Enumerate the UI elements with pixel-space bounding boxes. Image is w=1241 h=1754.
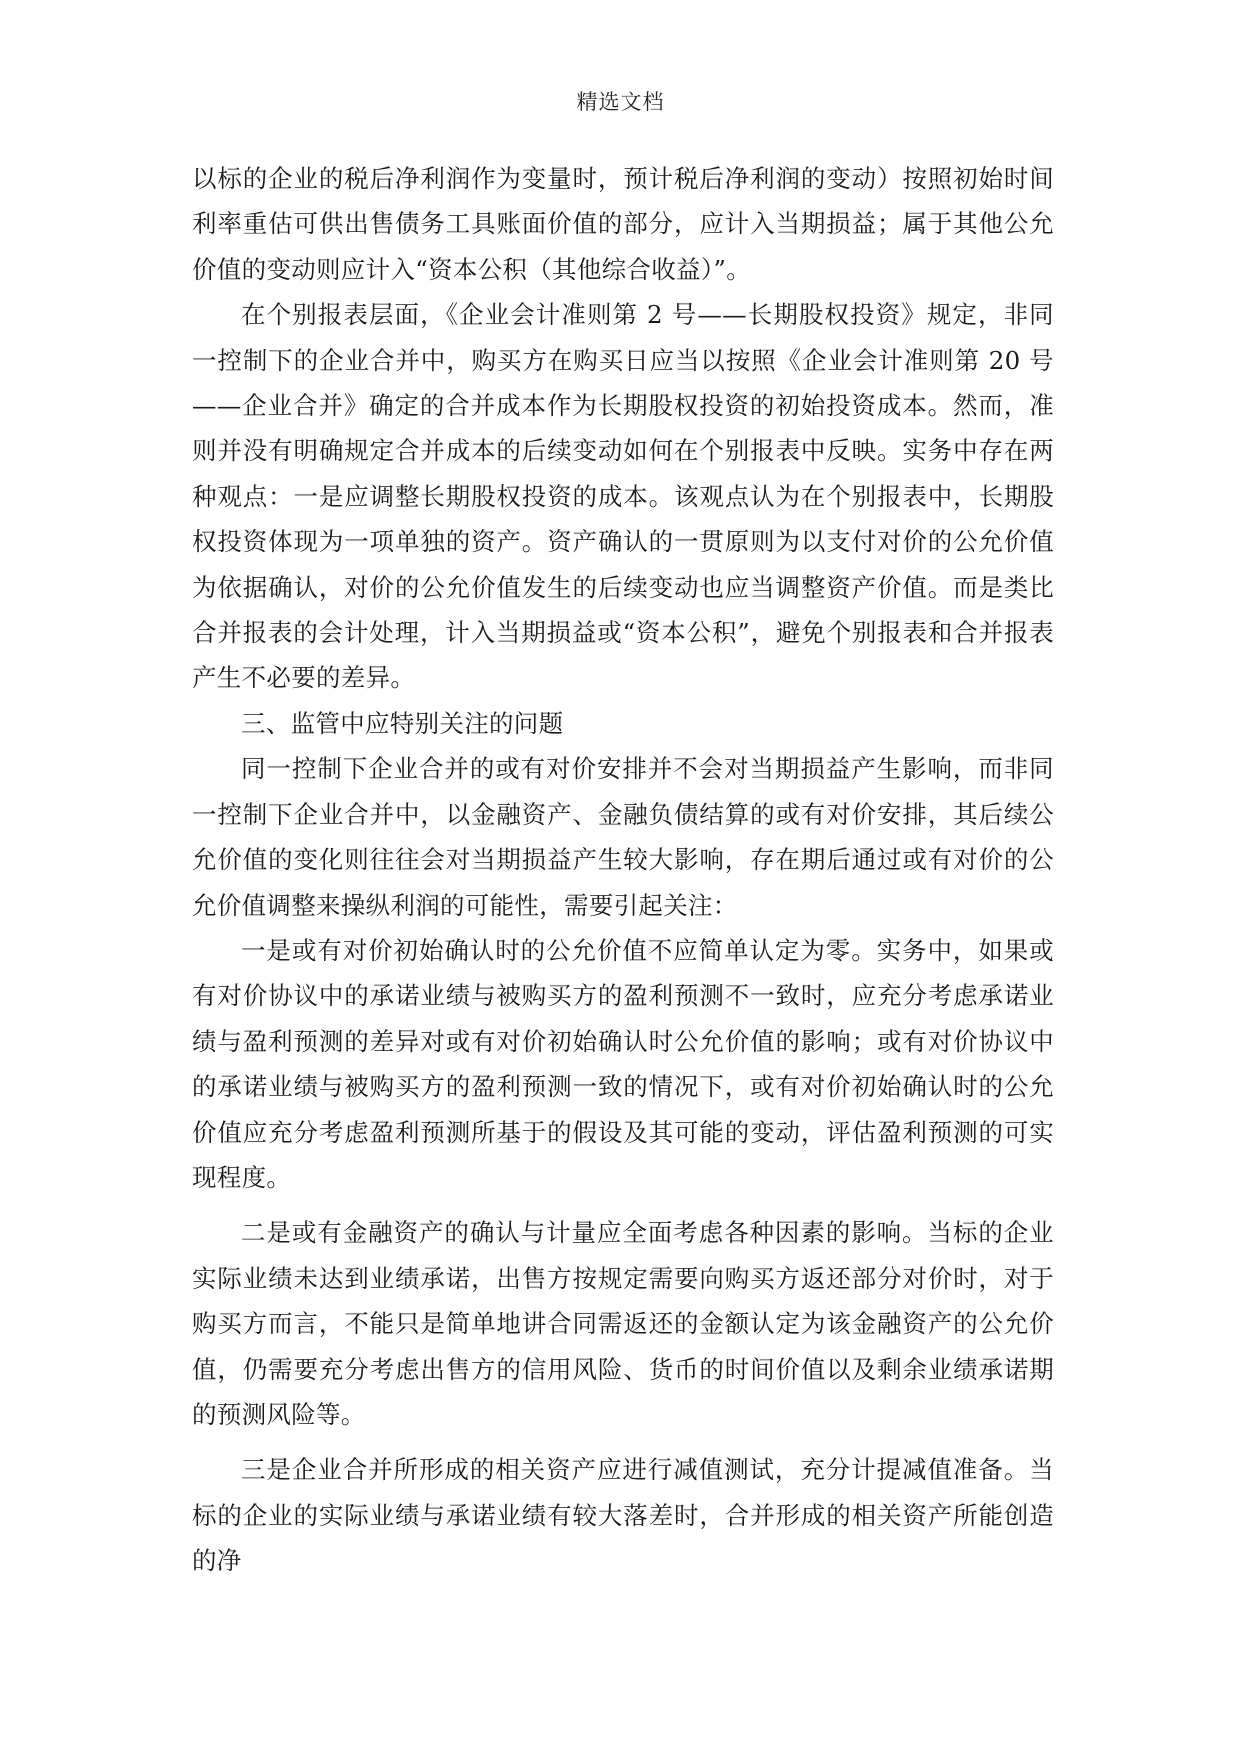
paragraph-point-three: 三是企业合并所形成的相关资产应进行减值测试，充分计提减值准备。当标的企业的实际业绩与承诺业绩有较大落差时，合并形成的相关资产所能创造的净: [192, 1455, 1054, 1576]
section-heading: 三、监管中应特别关注的问题: [241, 708, 564, 738]
paragraph-continuation: 以标的企业的税后净利润作为变量时，预计税后净利润的变动）按照初始时间利率重估可供出售债务工具账面价值的部分，应计入当期损益；属于其他公允价值的变动则应计入“资本公积（其他综合收益）”。: [192, 164, 1054, 284]
page-header: 精选文档: [576, 90, 665, 114]
paragraph-individual-statements: 在个别报表层面，《企业会计准则第 2 号——长期股权投资》规定，非同一控制下的企业合并中，购买方在购买日应当以按照《企业会计准则第 20 号——企业合并》确定的合并成本作为长期股权投资的初始投资成本。然而，准则并没有明确规定合并成本的后续变动如何在个别报表中反映。实务中存在两种观点：一是应调整长期股权投资的成本。该观点认为在个别报表中，长期股权投资体现为一项单独的资产。资产确认的一贯原则为以支付对价的公允价值为依据确认，对价的公允价值发生的后续变动也应当调整资产价值。而是类比合并报表的会计处理，计入当期损益或“资本公积”，避免个别报表和合并报表产生不必要的差异。: [192, 300, 1054, 693]
paragraph-regulatory-focus: 同一控制下企业合并的或有对价安排并不会对当期损益产生影响，而非同一控制下企业合并中，以金融资产、金融负债结算的或有对价安排，其后续公允价值的变化则往往会对当期损益产生较大影响，存在期后通过或有对价的公允价值调整来操纵利润的可能性，需要引起关注：: [192, 754, 1054, 920]
paragraph-point-two: 二是或有金融资产的确认与计量应全面考虑各种因素的影响。当标的企业实际业绩未达到业绩承诺，出售方按规定需要向购买方返还部分对价时，对于购买方而言，不能只是简单地讲合同需返还的金额认定为该金融资产的公允价值，仍需要充分考虑出售方的信用风险、货币的时间价值以及剩余业绩承诺期的预测风险等。: [192, 1218, 1054, 1429]
paragraph-point-one: 一是或有对价初始确认时的公允价值不应简单认定为零。实务中，如果或有对价协议中的承诺业绩与被购买方的盈利预测不一致时，应充分考虑承诺业绩与盈利预测的差异对或有对价初始确认时公允价值的影响；或有对价协议中的承诺业绩与被购买方的盈利预测一致的情况下，或有对价初始确认时的公允价值应充分考虑盈利预测所基于的假设及其可能的变动，评估盈利预测的可实现程度。: [192, 935, 1054, 1192]
document-body: [192, 156, 1054, 1584]
